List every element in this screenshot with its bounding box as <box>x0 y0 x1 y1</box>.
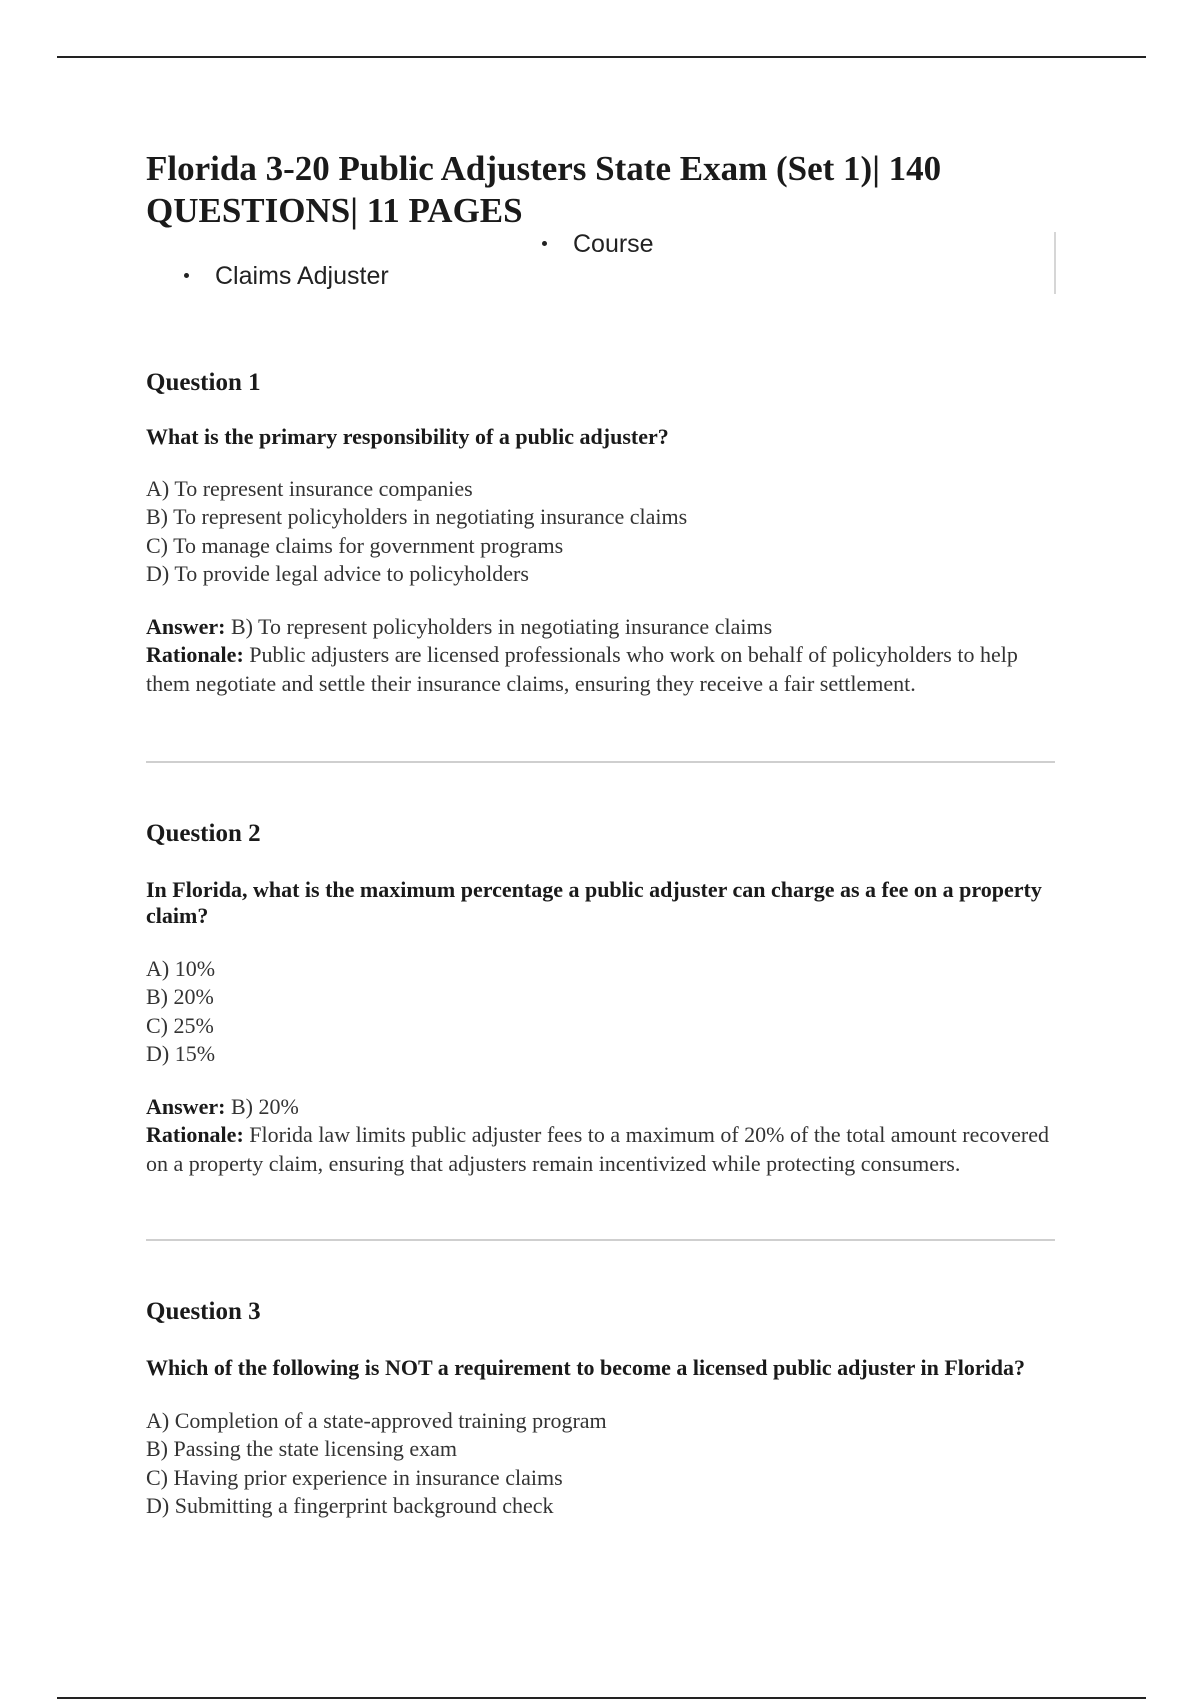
option: B) 20% <box>146 984 214 1010</box>
option: A) To represent insurance companies <box>146 476 473 501</box>
question-heading: Question 2 <box>146 820 261 847</box>
divider <box>146 1239 1055 1241</box>
option-list <box>146 955 1056 1068</box>
option-list <box>146 475 1056 588</box>
option: B) Passing the state licensing exam <box>146 1436 457 1462</box>
bullet-icon <box>184 273 189 278</box>
option: C) 25% <box>146 1012 214 1038</box>
question-heading: Question 1 <box>146 369 261 396</box>
bullet-icon <box>542 241 547 246</box>
question-3 <box>146 1297 1056 1520</box>
option: A) Completion of a state-approved training program <box>146 1408 607 1433</box>
option-list <box>146 1407 1056 1520</box>
bottom-rule <box>57 1697 1146 1699</box>
tag-claims-adjuster-label: Claims Adjuster <box>215 262 389 290</box>
rationale-label: Rationale: <box>146 642 244 668</box>
rationale-text: Public adjusters are licensed professionals who work on behalf of policyholders to help them negotiate and settle their insurance claims, ensuring they receive a fair settlement. <box>146 642 1018 696</box>
answer-label: Answer: <box>146 1094 226 1120</box>
rationale-line <box>146 641 1056 698</box>
tag-claims-adjuster[interactable] <box>184 262 389 291</box>
question-2 <box>146 819 1056 1178</box>
question-text: What is the primary responsibility of a public adjuster? <box>146 424 669 449</box>
top-rule <box>57 56 1146 58</box>
rationale-text: Florida law limits public adjuster fees to a maximum of 20% of the total amount recovered on a property claim, ensuring that adjusters remain incentivized while protecting consumers. <box>146 1122 1049 1176</box>
document-title: Florida 3-20 Public Adjusters State Exam (Set 1)| 140 QUESTIONS| 11 PAGES <box>146 149 942 230</box>
answer-line <box>146 1093 1056 1121</box>
option: A) 10% <box>146 956 216 981</box>
question-heading: Question 3 <box>146 1298 261 1325</box>
tag-separator <box>1054 232 1056 294</box>
option: B) To represent policyholders in negotiating insurance claims <box>146 504 688 530</box>
tag-course[interactable] <box>542 230 654 259</box>
answer-value: B) To represent policyholders in negotiating insurance claims <box>230 614 773 640</box>
option: D) Submitting a fingerprint background check <box>146 1492 554 1518</box>
question-text: In Florida, what is the maximum percentage a public adjuster can charge as a fee on a property claim? <box>146 877 1042 928</box>
answer-line <box>146 613 1056 641</box>
option: D) 15% <box>146 1040 216 1066</box>
question-text: Which of the following is NOT a requirement to become a licensed public adjuster in Florida? <box>146 1355 1025 1380</box>
option: C) Having prior experience in insurance claims <box>146 1464 563 1490</box>
tag-course-label: Course <box>573 230 654 258</box>
question-1 <box>146 368 1056 698</box>
answer-label: Answer: <box>146 614 226 640</box>
rationale-label: Rationale: <box>146 1122 244 1148</box>
rationale-line <box>146 1121 1056 1178</box>
answer-value: B) 20% <box>230 1094 299 1120</box>
option: D) To provide legal advice to policyholders <box>146 560 529 586</box>
option: C) To manage claims for government programs <box>146 532 564 558</box>
divider <box>146 761 1055 763</box>
